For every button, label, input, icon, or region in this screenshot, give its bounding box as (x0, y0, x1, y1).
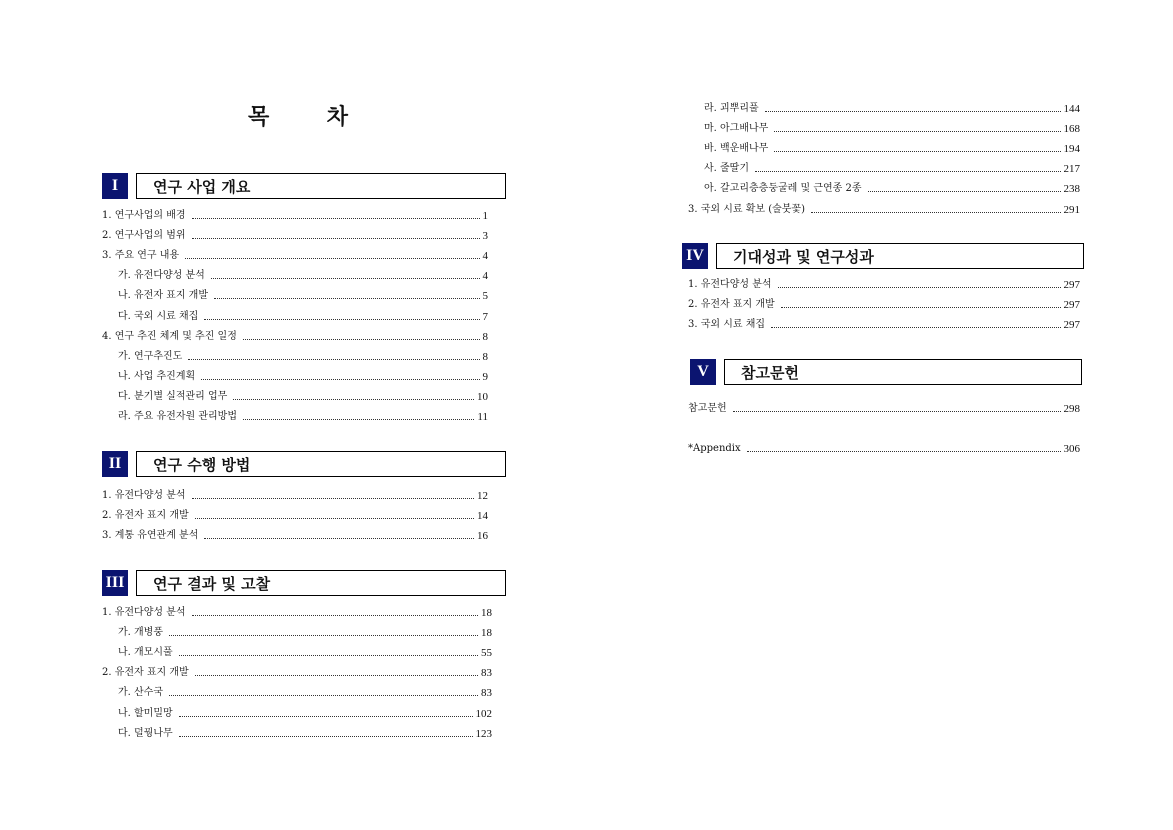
toc-entry-page-number: 7 (482, 310, 488, 323)
toc-entry-label: 2. 유전자 표지 개발 (688, 299, 775, 311)
section-title: 연구 수행 방법 (136, 451, 506, 477)
toc-entry-label: 가. 유전다양성 분석 (118, 270, 205, 282)
dot-leader (747, 451, 1061, 452)
dot-leader (192, 498, 474, 499)
toc-entry-label: 나. 개모시풀 (118, 647, 173, 659)
toc-entry-label: 마. 아그배나무 (704, 123, 769, 135)
toc-entry[interactable] (688, 95, 1080, 115)
dot-leader (195, 518, 474, 519)
section-numeral: III (102, 570, 128, 596)
toc-entry[interactable] (102, 482, 488, 502)
toc-entry-page-number: 217 (1063, 163, 1080, 176)
toc-entry-label: 다. 분기별 실적관리 업무 (118, 390, 228, 402)
toc-entry-page-number: 55 (481, 647, 492, 660)
toc-entry-page-number: 8 (482, 330, 488, 343)
toc-entry-label: 1. 유전다양성 분석 (102, 607, 186, 619)
dot-leader (185, 258, 479, 259)
dot-leader (811, 212, 1061, 213)
page-title-char-1: 목 (248, 105, 270, 130)
toc-list-section-3 (102, 599, 492, 740)
toc-entry-label: 다. 덜꿩나무 (118, 727, 173, 739)
toc-entry-page-number: 5 (482, 290, 488, 303)
toc-entry[interactable] (102, 679, 492, 699)
dot-leader (765, 111, 1061, 112)
toc-entry[interactable] (688, 395, 1080, 415)
toc-entry-label: 가. 연구추진도 (118, 350, 183, 362)
toc-entry[interactable] (102, 619, 492, 639)
toc-entry[interactable] (102, 323, 488, 343)
dot-leader (243, 339, 480, 340)
toc-list-section-4 (688, 271, 1080, 331)
toc-entry[interactable] (102, 699, 492, 719)
toc-entry[interactable] (688, 135, 1080, 155)
toc-entry-label: 3. 국외 시료 확보 (술붓꽃) (688, 203, 805, 215)
toc-entry-page-number: 297 (1063, 319, 1080, 332)
dot-leader (192, 238, 480, 239)
toc-entry[interactable] (688, 271, 1080, 291)
toc-list-section-2 (102, 482, 488, 542)
toc-entry-page-number: 168 (1063, 123, 1080, 136)
toc-entry-label: 3. 국외 시료 채집 (688, 319, 766, 331)
toc-entry-label: 4. 연구 추진 체계 및 추진 일정 (102, 330, 237, 342)
toc-entry-label: 다. 국외 시료 채집 (118, 310, 199, 322)
toc-entry-page-number: 298 (1063, 403, 1080, 416)
toc-entry[interactable] (688, 155, 1080, 175)
toc-entry-page-number: 18 (481, 627, 492, 640)
section-header-2 (102, 451, 506, 477)
toc-entry[interactable] (688, 435, 1080, 455)
toc-entry-page-number: 238 (1063, 183, 1080, 196)
dot-leader (233, 399, 474, 400)
toc-entry-label: 나. 사업 추진계획 (118, 370, 196, 382)
toc-entry-label: 2. 연구사업의 범위 (102, 230, 186, 242)
dot-leader (755, 171, 1061, 172)
toc-entry-page-number: 3 (482, 230, 488, 243)
toc-list-section-3-continued (688, 95, 1080, 216)
toc-entry[interactable] (102, 720, 492, 740)
toc-entry[interactable] (688, 311, 1080, 331)
section-numeral: V (690, 359, 716, 385)
toc-entry-page-number: 306 (1063, 443, 1080, 456)
toc-entry[interactable] (102, 659, 492, 679)
toc-entry-page-number: 4 (482, 270, 488, 283)
toc-entry-page-number: 297 (1063, 279, 1080, 292)
section-numeral: IV (682, 243, 708, 269)
toc-entry-label: 바. 백운배나무 (704, 143, 769, 155)
toc-entry-label: 가. 산수국 (118, 687, 163, 699)
dot-leader (733, 411, 1061, 412)
toc-entry-page-number: 123 (475, 727, 492, 740)
toc-entry[interactable] (688, 195, 1080, 215)
dot-leader (214, 298, 480, 299)
toc-entry-page-number: 297 (1063, 299, 1080, 312)
toc-entry[interactable] (102, 282, 488, 302)
section-header-1 (102, 173, 506, 199)
dot-leader (243, 419, 474, 420)
toc-entry-page-number: 9 (482, 370, 488, 383)
dot-leader (192, 615, 478, 616)
toc-entry[interactable] (102, 522, 488, 542)
toc-entry[interactable] (102, 383, 488, 403)
toc-entry-label: 가. 개병풍 (118, 627, 163, 639)
toc-entry[interactable] (102, 403, 488, 423)
toc-entry[interactable] (102, 302, 488, 322)
toc-entry[interactable] (102, 343, 488, 363)
page-title-char-2: 차 (326, 105, 348, 130)
section-header-4 (682, 243, 1084, 269)
toc-entry[interactable] (102, 242, 488, 262)
toc-entry-label: 나. 유전자 표지 개발 (118, 290, 208, 302)
toc-entry-page-number: 16 (477, 530, 488, 543)
toc-entry[interactable] (688, 291, 1080, 311)
toc-entry-label: 3. 주요 연구 내용 (102, 250, 180, 262)
dot-leader (195, 675, 478, 676)
dot-leader (179, 716, 473, 717)
page-title (248, 100, 348, 131)
section-title: 연구 결과 및 고찰 (136, 570, 506, 596)
dot-leader (169, 635, 478, 636)
toc-entry[interactable] (102, 262, 488, 282)
section-numeral: II (102, 451, 128, 477)
dot-leader (868, 191, 1061, 192)
section-title: 연구 사업 개요 (136, 173, 506, 199)
section-header-5 (690, 359, 1082, 385)
toc-entry-label: 1. 유전다양성 분석 (102, 490, 186, 502)
toc-entry-page-number: 291 (1063, 203, 1080, 216)
dot-leader (771, 327, 1060, 328)
dot-leader (201, 379, 479, 380)
toc-entry-label: 1. 유전다양성 분석 (688, 279, 772, 291)
toc-entry-label: 라. 주요 유전자원 관리방법 (118, 411, 237, 423)
toc-entry-page-number: 83 (481, 667, 492, 680)
dot-leader (781, 307, 1061, 308)
dot-leader (179, 736, 473, 737)
toc-entry-page-number: 102 (475, 707, 492, 720)
toc-entry-label: 참고문헌 (688, 403, 727, 415)
dot-leader (192, 218, 480, 219)
toc-spacer (688, 415, 1080, 435)
dot-leader (204, 538, 474, 539)
section-numeral: I (102, 173, 128, 199)
toc-entry-label: 사. 줄딸기 (704, 163, 749, 175)
section-header-3 (102, 570, 506, 596)
toc-list-section-1 (102, 202, 488, 423)
dot-leader (188, 359, 479, 360)
toc-entry[interactable] (102, 202, 488, 222)
toc-entry[interactable] (102, 222, 488, 242)
toc-entry-page-number: 83 (481, 687, 492, 700)
toc-entry[interactable] (102, 363, 488, 383)
toc-entry[interactable] (102, 502, 488, 522)
toc-entry-page-number: 12 (477, 490, 488, 503)
toc-entry[interactable] (688, 115, 1080, 135)
dot-leader (179, 655, 478, 656)
toc-entry-label: *Appendix (688, 443, 741, 455)
toc-entry[interactable] (102, 599, 492, 619)
toc-entry-page-number: 194 (1063, 143, 1080, 156)
section-title: 참고문헌 (724, 359, 1082, 385)
dot-leader (204, 319, 479, 320)
dot-leader (774, 131, 1060, 132)
dot-leader (774, 151, 1060, 152)
toc-entry-page-number: 18 (481, 607, 492, 620)
dot-leader (211, 278, 480, 279)
toc-entry-page-number: 10 (477, 390, 488, 403)
toc-entry[interactable] (688, 175, 1080, 195)
toc-list-section-5 (688, 395, 1080, 455)
toc-entry-page-number: 11 (477, 411, 488, 424)
toc-entry-page-number: 8 (482, 350, 488, 363)
toc-entry-label: 라. 괴뿌리풀 (704, 103, 759, 115)
toc-entry-label: 2. 유전자 표지 개발 (102, 667, 189, 679)
toc-entry-page-number: 4 (482, 250, 488, 263)
toc-entry-label: 3. 계통 유연관계 분석 (102, 530, 199, 542)
toc-entry-page-number: 1 (482, 210, 488, 223)
toc-entry-label: 나. 할미밀망 (118, 707, 173, 719)
toc-entry[interactable] (102, 639, 492, 659)
toc-entry-label: 1. 연구사업의 배경 (102, 210, 186, 222)
toc-entry-label: 2. 유전자 표지 개발 (102, 510, 189, 522)
toc-entry-label: 아. 갈고리층층둥굴레 및 근연종 2종 (704, 183, 862, 195)
dot-leader (778, 287, 1061, 288)
toc-entry-page-number: 14 (477, 510, 488, 523)
section-title: 기대성과 및 연구성과 (716, 243, 1084, 269)
toc-entry-page-number: 144 (1063, 103, 1080, 116)
dot-leader (169, 695, 478, 696)
